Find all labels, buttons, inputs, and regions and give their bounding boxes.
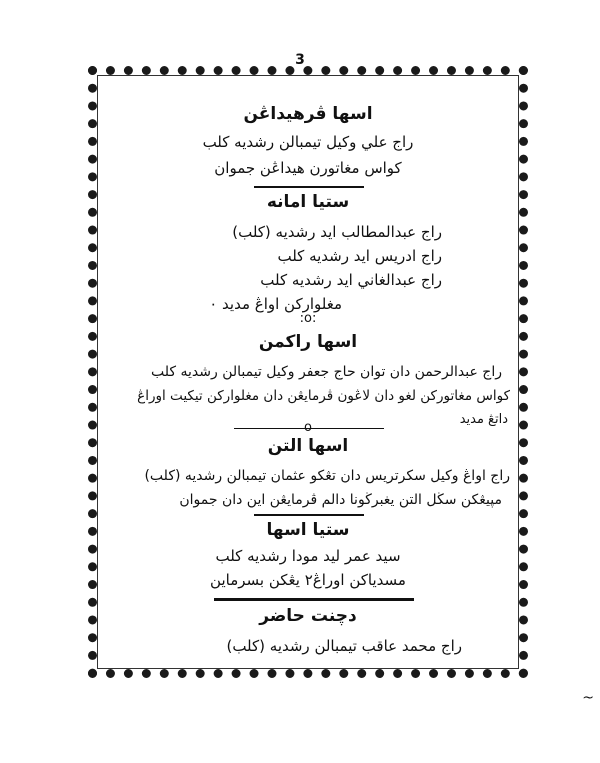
section1-heading: اسها ڤرهيداڠن: [243, 104, 373, 124]
section-rule: [254, 514, 364, 516]
section5-line-2: مسدياكن اوراڠ٢ يڠكن بسرماين: [210, 571, 406, 589]
section4-line-2: مڽيڠكن سڬل التن يغبرڬونا دالم ڤرمايڠن اين دان جموان: [179, 492, 502, 508]
section-rule: [214, 598, 414, 601]
section1-line-1: راج علي وكيل تيمبالن رشديه كلب: [202, 133, 414, 151]
page-content: [104, 84, 512, 664]
section-divider-dot: o: [304, 420, 312, 435]
section4-heading: اسها التن: [267, 436, 349, 456]
section6-line-1: راج محمد عاقب تيمبالن رشديه (كلب): [226, 637, 462, 655]
section1-line-2: كواس مغاتورن هيداڠن جموان: [214, 159, 402, 177]
section-rule: [254, 186, 364, 188]
section5-line-1: سيد عمر ليد مودا رشديه كلب: [215, 547, 401, 565]
section2-line-3: راج عبدالغاني ايد رشديه كلب: [260, 271, 442, 289]
section3-line-1: راج عبدالرحمن دان توان حاج جعفر وكيل تيمبالن رشديه كلب: [151, 364, 502, 380]
section3-line-3: داتڠ مديد: [459, 412, 508, 427]
margin-mark: ~: [582, 690, 594, 706]
section3-line-2: كواس مغاتوركن لغو دان لاڠون ڤرمايڠن دان مغلواركن تيكيت اوراڠ: [137, 388, 510, 404]
page-number: 3: [295, 52, 305, 68]
section2-line-1: راج عبدالمطالب ايد رشديه (كلب): [232, 223, 442, 241]
section5-heading: ستيا اسها: [266, 520, 350, 540]
section4-line-1: راج اواڠ وكيل سكرتريس دان تڠكو عثمان تيمبالن رشديه (كلب): [144, 468, 510, 484]
section2-heading: ستيا امانه: [266, 192, 350, 212]
section-divider: :o:: [299, 311, 317, 326]
section2-line-2: راج ادريس ايد رشديه كلب: [277, 247, 442, 265]
section6-heading: دچنت حاضر: [259, 606, 357, 626]
section3-heading: اسها راكمن: [258, 332, 358, 352]
section2-line-4: مغلواركن اواڠ مديد ٠: [209, 295, 342, 313]
